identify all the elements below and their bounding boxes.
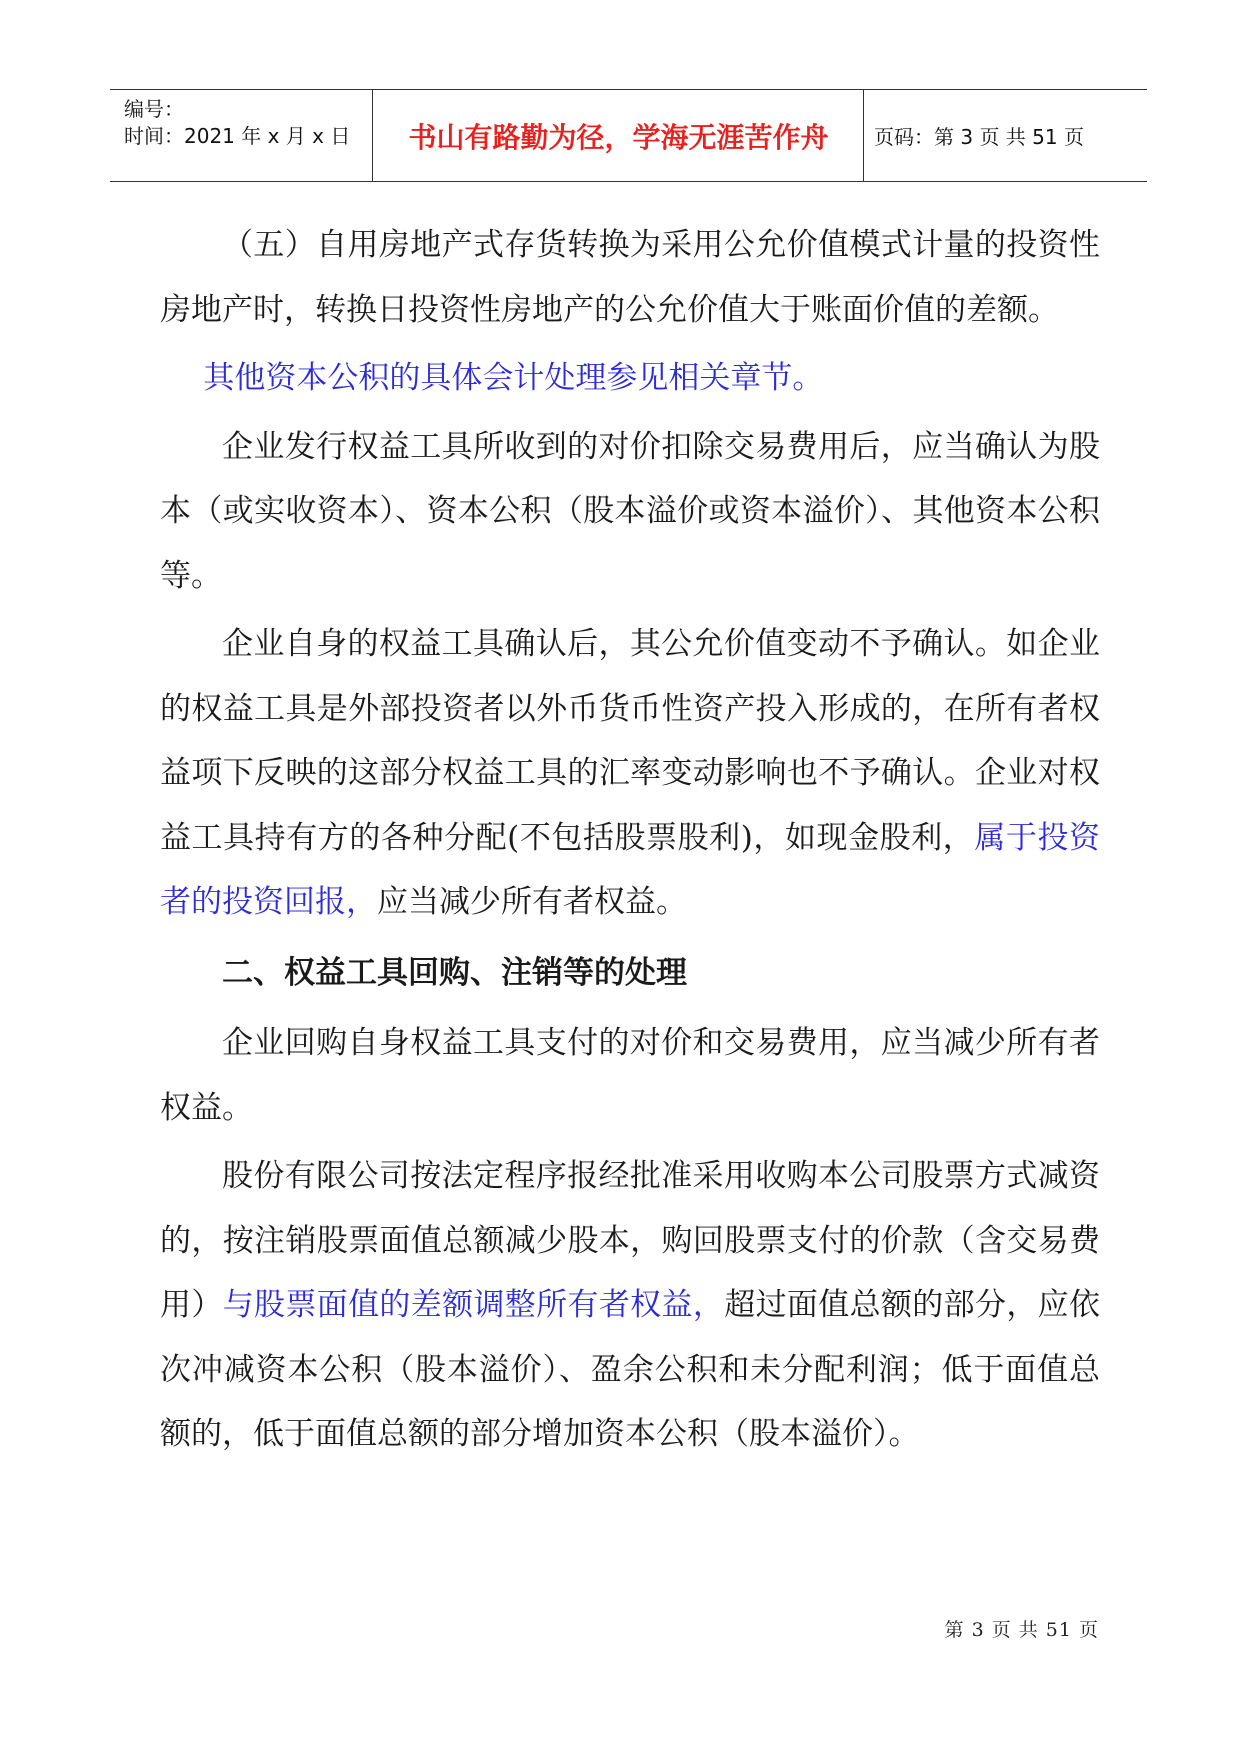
- highlighted-link-text[interactable]: 属于投资者的投资回报，: [160, 819, 1101, 920]
- paragraph-equity-issuance: 企业发行权益工具所收到的对价扣除交易费用后，应当确认为股本（或实收资本）、资本公积（股本溢价或资本溢价）、其他资本公积等。: [160, 428, 1100, 594]
- paragraph-repurchase: 企业回购自身权益工具支付的对价和交易费用，应当减少所有者权益。: [160, 1025, 1100, 1126]
- text-segment: 股份有限公司按法定程序报经批准采用收购本公司股票方式减资的，按注销股票面值总额减少股本，购回股票支付的价款（含交易费用）: [160, 1158, 1100, 1323]
- header-page-number: 页码：第 3 页 共 51 页: [874, 125, 1084, 149]
- header-divider: [372, 90, 373, 181]
- paragraph-capital-reduction: [160, 1144, 1100, 1467]
- paragraph-item-5: （五）自用房地产式存货转换为采用公允价值模式计量的投资性房地产时，转换日投资性房地产的公允价值大于账面价值的差额。: [160, 227, 1100, 328]
- page-header: [110, 89, 1147, 182]
- section-heading: 二、权益工具回购、注销等的处理: [222, 954, 687, 991]
- header-divider: [863, 90, 864, 181]
- paragraph-reference-link[interactable]: 其他资本公积的具体会计处理参见相关章节。: [203, 360, 824, 396]
- highlighted-link-text[interactable]: 与股票面值的差额调整所有者权益，: [222, 1287, 725, 1323]
- text-segment: 应当减少所有者权益。: [377, 884, 687, 920]
- page-footer: 第 3 页 共 51 页: [944, 1619, 1099, 1641]
- header-time-label: 时间：2021 年 x 月 x 日: [124, 124, 351, 148]
- header-number-label: 编号：: [124, 97, 184, 121]
- text-segment: 超过面值总额的部分，应依次冲减资本公积（股本溢价）、盈余公积和未分配利润；低于面值总额的，低于面值总额的部分增加资本公积（股本溢价）。: [160, 1287, 1101, 1452]
- text-segment: 企业自身的权益工具确认后，其公允价值变动不予确认。如企业的权益工具是外部投资者以外币货币性资产投入形成的，在所有者权益项下反映的这部分权益工具的汇率变动影响也不予确认。企业对权益工具持有方的各种分配(不包括股票股利)，如现金股利，: [160, 626, 1100, 856]
- document-body: [160, 213, 1100, 1467]
- header-motto: 书山有路勤为径，学海无涯苦作舟: [408, 120, 829, 154]
- header-meta: [124, 96, 364, 150]
- paragraph-equity-recognition: [160, 612, 1100, 935]
